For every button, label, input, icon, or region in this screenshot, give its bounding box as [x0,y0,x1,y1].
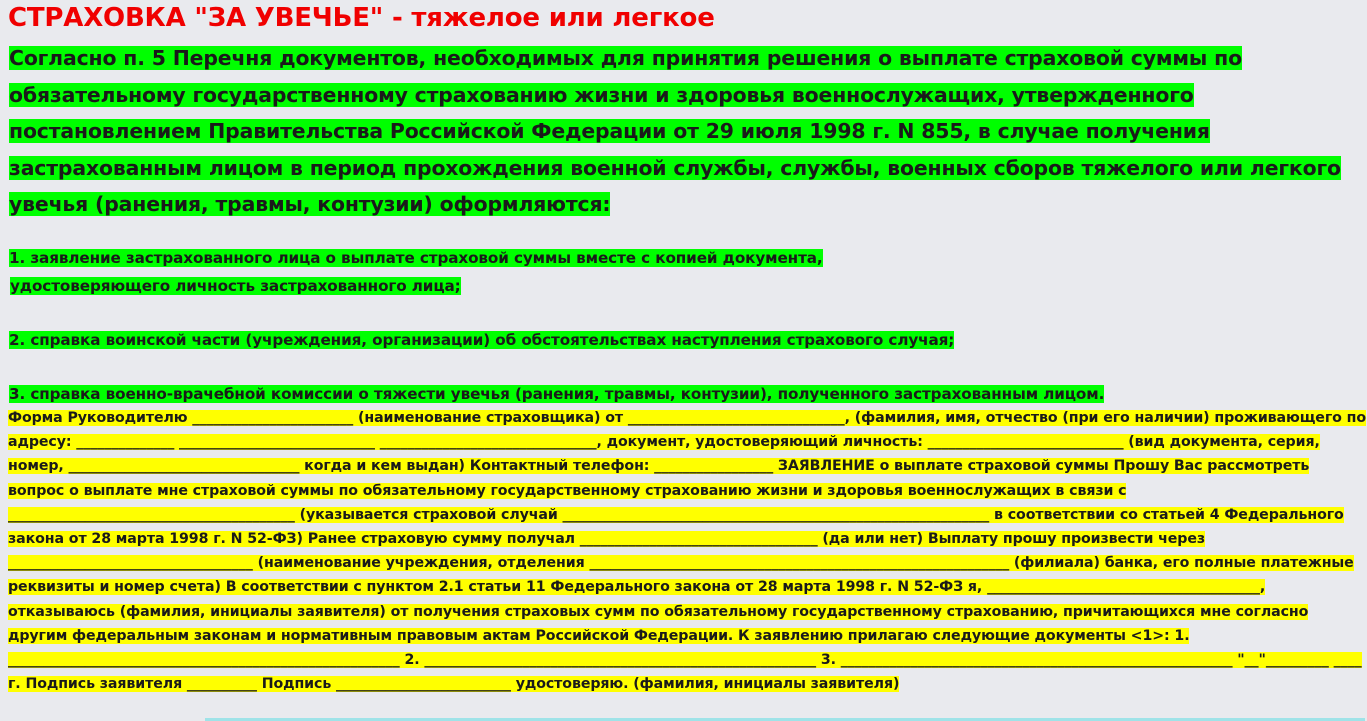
document-item-1-line-2 [10,272,461,300]
intro-paragraph [9,40,1367,223]
document-item-2 [9,326,954,354]
document-item-text: 1. заявление застрахованного лица о выплате страховой суммы вместе с копией документа, [9,249,823,267]
document-item-text: 3. справка военно-врачебной комиссии о тяжести увечья (ранения, травмы, контузии), полученного застрахованным лицом. [9,385,1105,403]
application-form-template [8,406,1366,696]
title-main: СТРАХОВКА "ЗА УВЕЧЬЕ" [8,3,384,33]
document-item-1-line-1 [9,244,823,272]
document-item-3 [9,380,1104,408]
document-item-text: 2. справка воинской части (учреждения, организации) об обстоятельствах наступления страхового случая; [9,331,955,349]
title-tail: - тяжелое или легкое [383,3,715,33]
document-item-text: удостоверяющего личность застрахованного лица; [10,277,461,295]
intro-text: Согласно п. 5 Перечня документов, необходимых для принятия решения о выплате страховой суммы по обязательному государственному страхованию жизни и здоровья военнослужащих, утвержденного постановлением Правительства Российской Федерации от 29 июля 1998 г. N 855, в случае получения застрахованным лицом в период прохождения военной службы, службы, военных сборов тяжелого или легкого увечья (ранения, травмы, контузии) оформляются: [9,46,1341,216]
form-text: Форма Руководителю _______________________ (наименование страховщика) от _______________________________, (фамилия, имя, отчество (при его наличии) проживающего по адресу: ______________ ____________________________ _______________________________, документ, удостоверяющий личность: ____________________________ (вид документа, серия, номер, _________________________________ когда и кем выдан) Контактный телефон: _________________ ЗАЯВЛЕНИЕ о выплате страховой суммы Прошу Вас рассмотреть вопрос о выплате мне страховой суммы по обязательному государственному страхованию жизни и здоровья военнослужащих в связи с _________________________________________ (указывается страховой случай _____________________________________________________________ в соответствии со статьей 4 Федерального закона от 28 марта 1998 г. N 52-ФЗ) Ранее страховую сумму получал __________________________________ (да или нет) Выплату прошу произвести через ___________________________________ (наименование учреждения, отделения ____________________________________________________________ (филиала) банка, его полные платежные реквизиты и номер счета) В соответствии с пунктом 2.1 статьи 11 Федерального закона от 28 марта 1998 г. N 52-ФЗ я, _______________________________________, отказываюсь (фамилия, инициалы заявителя) от получения страховых сумм по обязательному государственному страхованию, причитающихся мне согласно другим федеральным законам и нормативным правовым актам Российской Федерации. К заявлению прилагаю следующие документы <1>: 1. ________________________________________________________ 2. ________________________________________________________ 3. ________________________________________________________ "__"_________ ____ г. Подпись заявителя __________ Подпись _________________________ удостоверяю. (фамилия, инициалы заявителя) [8,410,1366,693]
page-title [8,1,715,35]
